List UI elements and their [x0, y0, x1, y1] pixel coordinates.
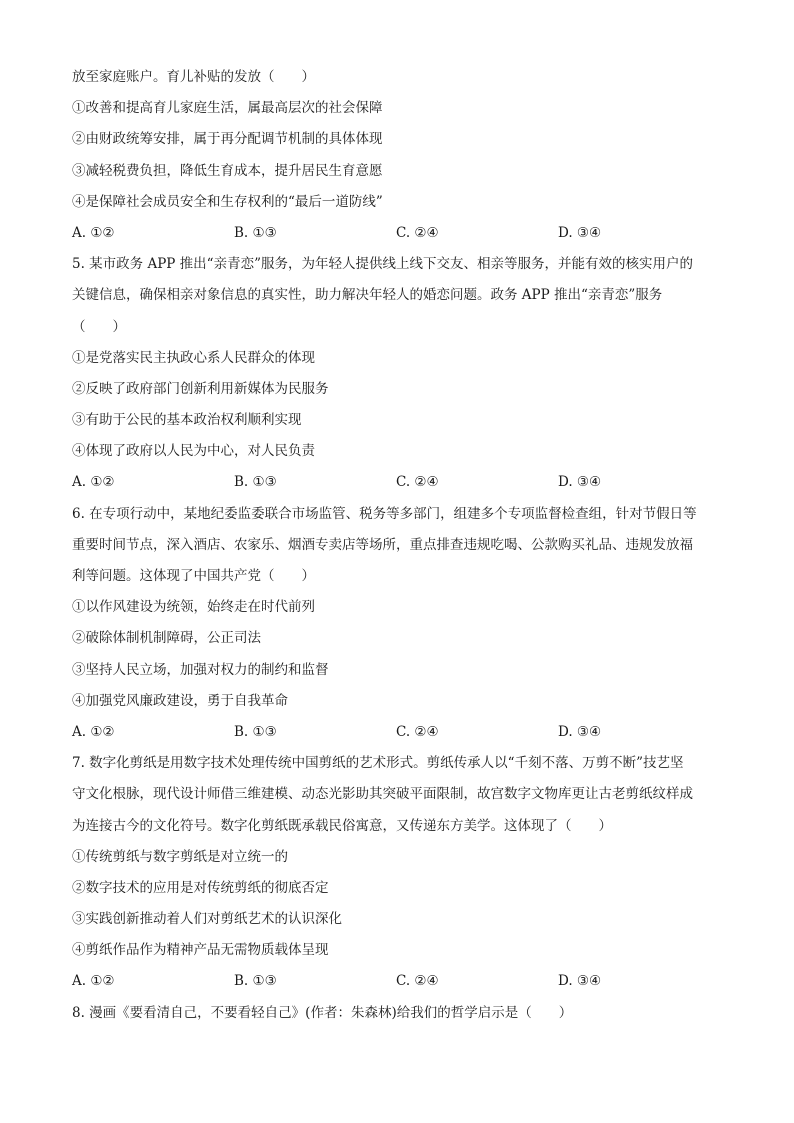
question-4-option-4: ④是保障社会成员安全和生存权利的“最后一道防线”	[72, 193, 383, 210]
question-6-option-2: ②破除体制机制障碍，公正司法	[72, 630, 261, 647]
question-5-stem-line-2: 关键信息，确保相亲对象信息的真实性，助力解决年轻人的婚恋问题。政务 APP 推出“亲青恋”服务	[72, 287, 663, 304]
page-content	[72, 62, 726, 1029]
choice-b[interactable]: B. ①③	[234, 973, 277, 990]
question-7-option-2: ②数字技术的应用是对传统剪纸的彻底否定	[72, 879, 329, 896]
question-5-choices	[72, 467, 726, 498]
question-5-option-4: ④体现了政府以人民为中心，对人民负责	[72, 443, 315, 460]
choice-b[interactable]: B. ①③	[234, 474, 277, 491]
question-5-stem-line-1: 5. 某市政务 APP 推出“亲青恋”服务，为年轻人提供线上线下交友、相亲等服务，并能有效的核实用户的	[72, 256, 693, 273]
question-4-choices	[72, 218, 726, 249]
question-5	[72, 249, 726, 499]
question-6-stem-line-1: 6. 在专项行动中，某地纪委监委联合市场监管、税务等多部门，组建多个专项监督检查组，针对节假日等	[72, 505, 697, 522]
choice-b[interactable]: B. ①③	[234, 224, 277, 241]
question-6-stem-line-3: 利等问题。这体现了中国共产党（ ）	[72, 568, 315, 584]
question-5-option-3: ③有助于公民的基本政治权利顺利实现	[72, 412, 302, 429]
question-4	[72, 62, 726, 249]
question-6	[72, 499, 726, 749]
choice-b[interactable]: B. ①③	[234, 723, 277, 740]
choice-d[interactable]: D. ③④	[558, 973, 602, 990]
choice-d[interactable]: D. ③④	[558, 224, 602, 241]
choice-d[interactable]: D. ③④	[558, 723, 602, 740]
question-7	[72, 748, 726, 998]
question-7-stem-line-2: 守文化根脉，现代设计师借三维建模、动态光影助其突破平面限制，故宫数字文物库更让古老剪纸纹样成	[72, 786, 693, 803]
question-7-stem-line-1: 7. 数字化剪纸是用数字技术处理传统中国剪纸的艺术形式。剪纸传承人以“千刻不落、万剪不断”技艺坚	[72, 755, 684, 772]
question-4-option-2: ②由财政统筹安排，属于再分配调节机制的具体体现	[72, 131, 383, 148]
question-7-option-1: ①传统剪纸与数字剪纸是对立统一的	[72, 848, 288, 865]
question-7-choices	[72, 966, 726, 997]
choice-a[interactable]: A. ①②	[72, 973, 115, 990]
question-8	[72, 998, 726, 1029]
question-7-stem-line-3: 为连接古今的文化符号。数字化剪纸既承载民俗寓意，又传递东方美学。这体现了（ ）	[72, 817, 612, 834]
choice-c[interactable]: C. ②④	[396, 474, 439, 491]
question-6-stem-line-2: 重要时间节点，深入酒店、农家乐、烟酒专卖店等场所，重点排查违规吃喝、公款购买礼品、违规发放福	[72, 536, 693, 553]
question-4-stem: 放至家庭账户。育儿补贴的发放（ ）	[72, 69, 315, 85]
question-6-option-3: ③坚持人民立场，加强对权力的制约和监督	[72, 661, 329, 678]
question-7-option-4: ④剪纸作品作为精神产品无需物质载体呈现	[72, 942, 329, 959]
choice-c[interactable]: C. ②④	[396, 973, 439, 990]
question-6-option-1: ①以作风建设为统领，始终走在时代前列	[72, 599, 315, 616]
question-5-option-2: ②反映了政府部门创新利用新媒体为民服务	[72, 380, 329, 397]
question-4-option-3: ③减轻税费负担，降低生育成本，提升居民生育意愿	[72, 162, 383, 179]
question-8-stem: 8. 漫画《要看清自己，不要看轻自己》(作者：朱森林)给我们的哲学启示是（ ）	[72, 1004, 573, 1021]
choice-a[interactable]: A. ①②	[72, 224, 115, 241]
choice-a[interactable]: A. ①②	[72, 723, 115, 740]
choice-a[interactable]: A. ①②	[72, 474, 115, 491]
choice-c[interactable]: C. ②④	[396, 224, 439, 241]
question-6-choices	[72, 717, 726, 748]
question-4-option-1: ①改善和提高育儿家庭生活，属最高层次的社会保障	[72, 100, 383, 117]
question-5-stem-line-3: （ ）	[72, 318, 126, 335]
question-6-option-4: ④加强党风廉政建设，勇于自我革命	[72, 692, 288, 709]
choice-d[interactable]: D. ③④	[558, 474, 602, 491]
question-7-option-3: ③实践创新推动着人们对剪纸艺术的认识深化	[72, 911, 342, 928]
question-5-option-1: ①是党落实民主执政心系人民群众的体现	[72, 349, 315, 366]
choice-c[interactable]: C. ②④	[396, 723, 439, 740]
